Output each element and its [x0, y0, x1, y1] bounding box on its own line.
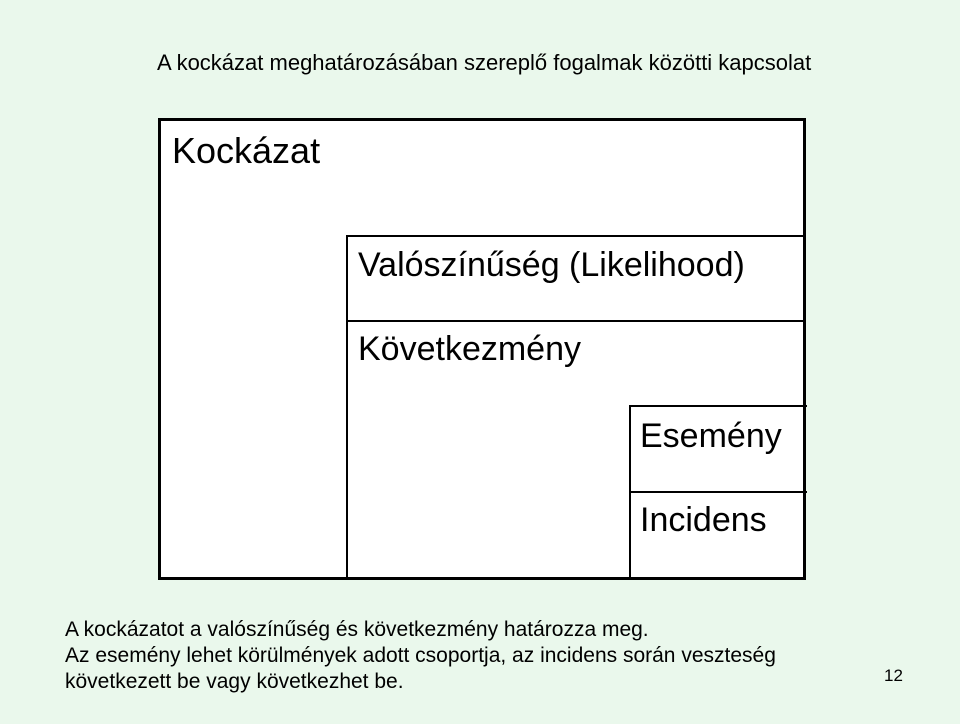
slide-title: A kockázat meghatározásában szereplő fogalmak közötti kapcsolat [157, 50, 812, 75]
likelihood-label: Valószínűség (Likelihood) [358, 246, 745, 284]
event-incident-box [629, 405, 807, 579]
caption-line-3: következett be vagy következhet be. [65, 670, 404, 693]
event-label: Esemény [640, 417, 782, 455]
caption-line-1: A kockázatot a valószínűség és következmény határozza meg. [65, 618, 649, 641]
risk-label: Kockázat [172, 130, 321, 171]
incident-label: Incidens [640, 501, 767, 539]
risk-box [158, 118, 806, 580]
caption [65, 617, 776, 695]
page-number: 12 [884, 666, 903, 685]
consequence-label: Következmény [358, 330, 581, 368]
likelihood-divider [348, 320, 805, 322]
likelihood-consequence-box [346, 235, 805, 579]
event-divider [631, 491, 807, 493]
caption-line-2: Az esemény lehet körülmények adott csoportja, az incidens során veszteség [65, 644, 776, 667]
